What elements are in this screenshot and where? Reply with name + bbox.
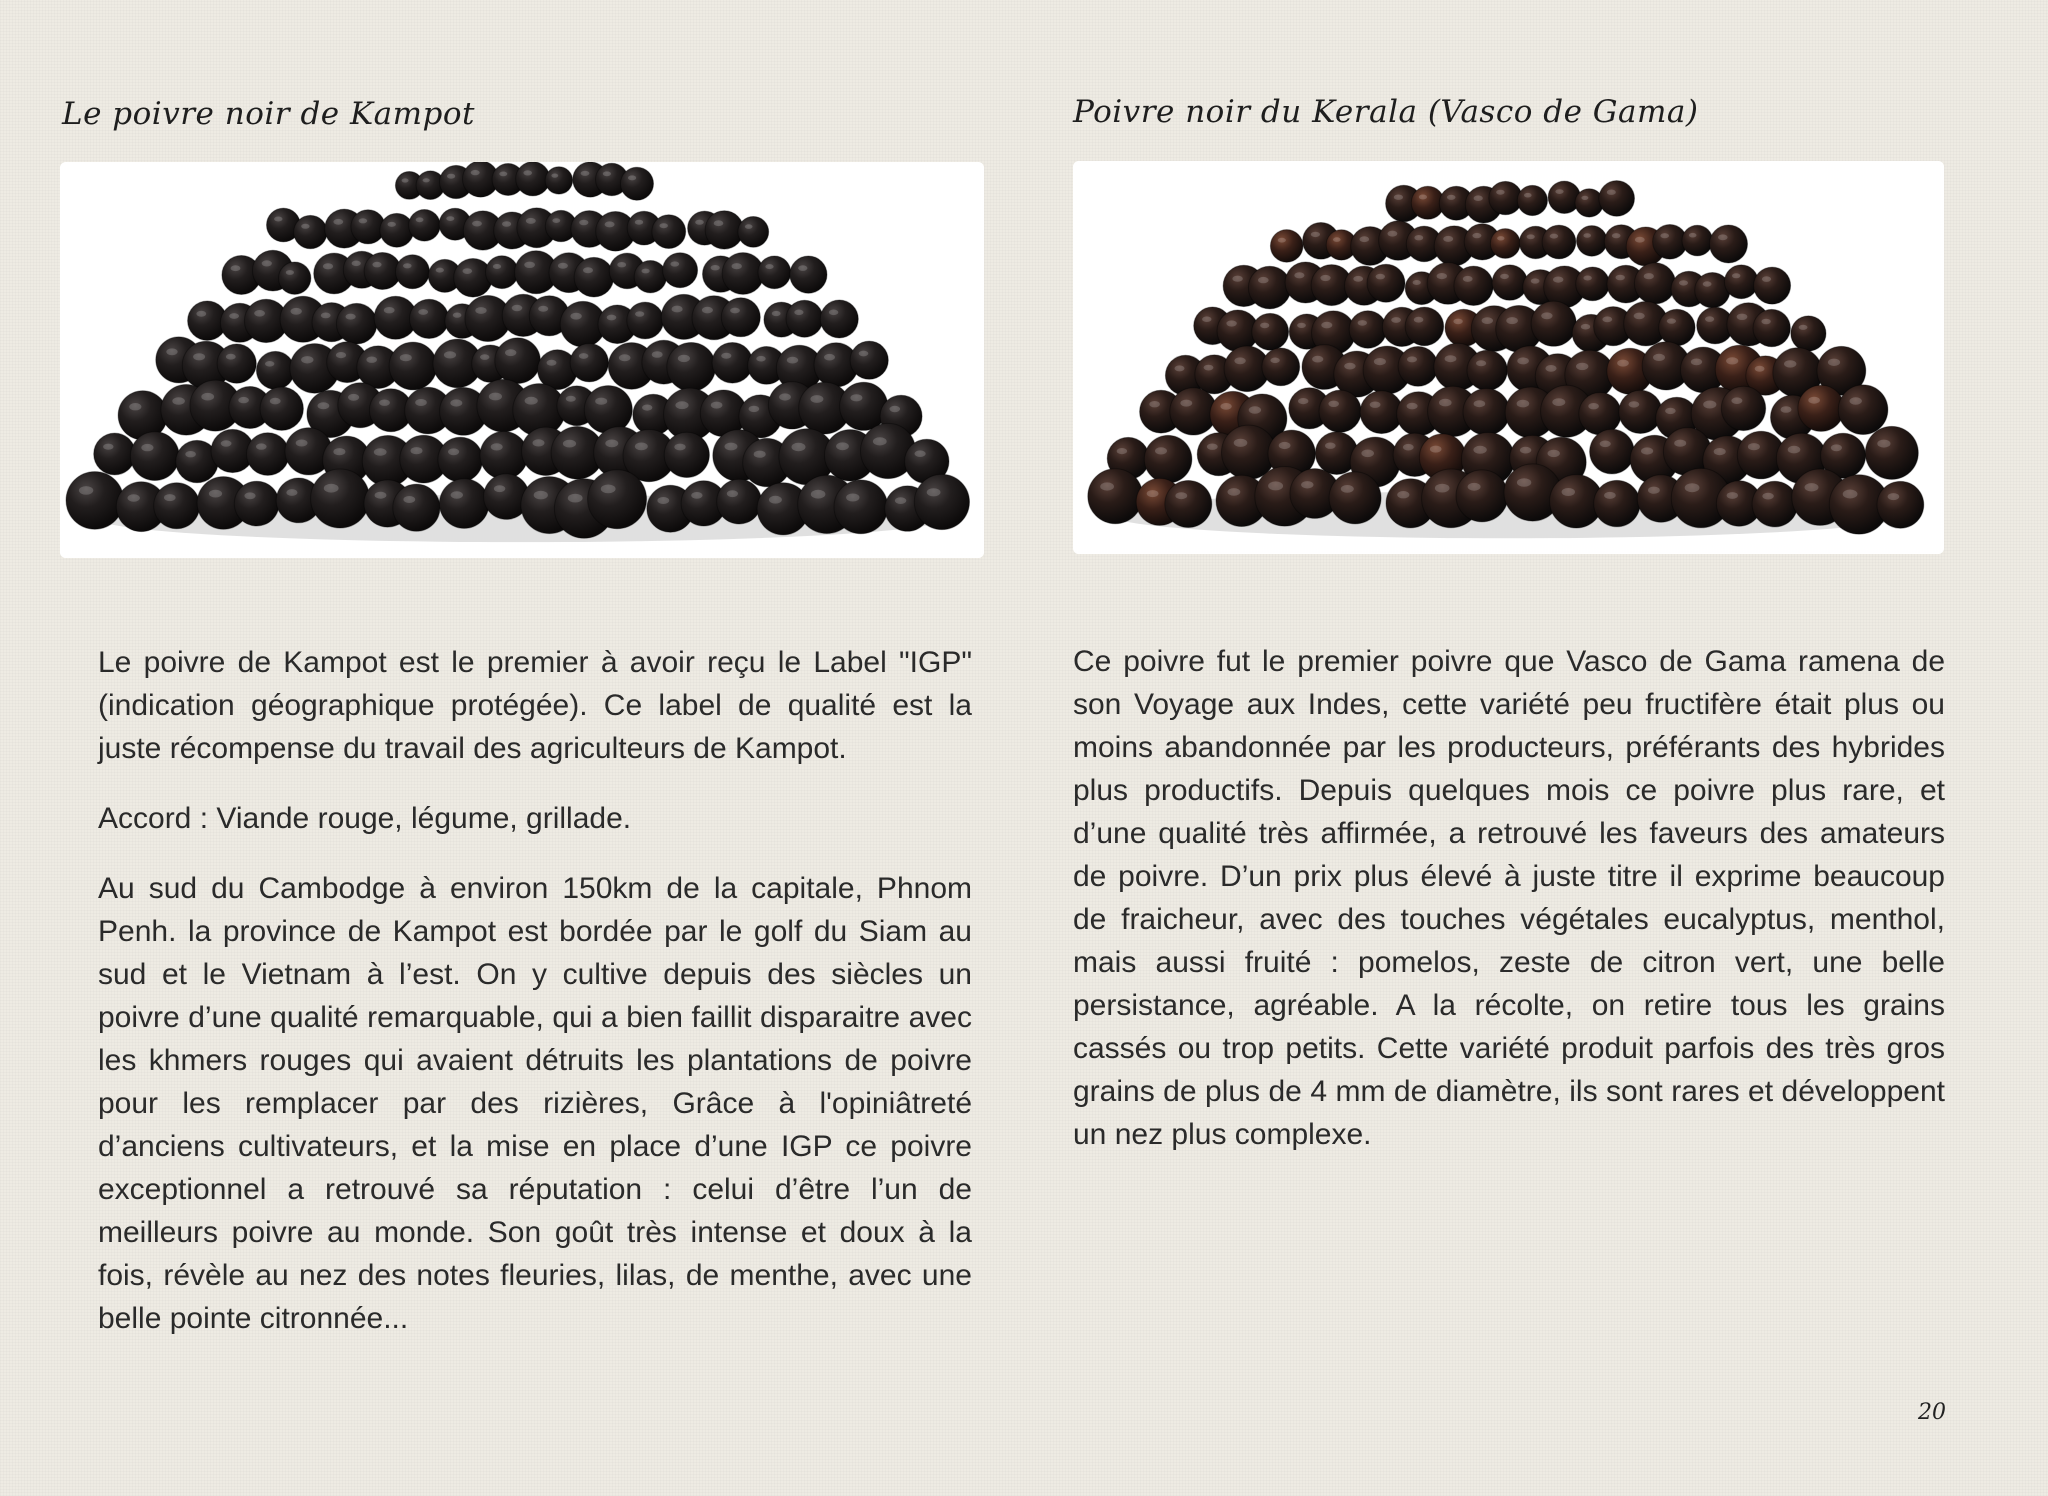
paragraph-history: Au sud du Cambodge à environ 150km de la capitale, Phnom Penh. la province de Kampot est bordée par le golf du Siam au sud et le Vietnam à l’est. On y cultive depuis des siècles un poivre d’une qualité remarquable, qui a bien faillit disparaitre avec les khmers rouges qui avaient détruits les plantations de poivre pour les remplacer par des rizières, Grâce à l'opiniâtreté d’anciens cultivateurs, et la mise en place d’une IGP ce poivre exceptionnel a retrouvé sa réputation : celui d’être l’un de meilleurs poivre au monde. Son goût très intense et doux à la fois, révèle au nez des notes fleuries, lilas, de menthe, avec une belle pointe citronnée... (98, 872, 972, 1335)
peppercorn-pile-illustration (60, 162, 984, 558)
paragraph-vasco-de-gama: Ce poivre fut le premier poivre que Vasco de Gama ramena de son Voyage aux Indes, cette variété peu fructifère était plus ou moins abandonnée par les producteurs, préférants des hybrides plus productifs. Depuis quelques mois ce poivre plus rare, et d’une qualité très affirmée, a retrouvé les faveurs des amateurs de poivre. D’un prix plus élevé à juste titre il exprime beaucoup de fraicheur, avec des touches végétales eucalyptus, menthol, mais aussi fruité : pomelos, zeste de citron vert, une belle persistance, agréable. A la récolte, on retire tous les grains cassés ou trop petits. Cette variété produit parfois des très gros grains de plus de 4 mm de diamètre, ils sont rares et développent un nez plus complexe. (1073, 645, 1945, 1151)
page-number: 20 (1918, 1400, 1946, 1425)
paragraph-accord: Accord : Viande rouge, légume, grillade. (98, 802, 632, 835)
left-column-title: Le poivre noir de Kampot (62, 96, 476, 132)
peppercorn-pile-illustration (1073, 161, 1944, 554)
kampot-pepper-photo (60, 162, 984, 558)
paragraph-label-igp: Le poivre de Kampot est le premier à avoir reçu le Label "IGP" (indication géographique protégée). Ce label de qualité est la juste récompense du travail des agriculteurs de Kampot. (98, 646, 972, 765)
kerala-pepper-photo (1073, 161, 1944, 554)
right-column-text (1073, 640, 1945, 1183)
left-column-text (98, 641, 972, 1367)
right-column-title: Poivre noir du Kerala (Vasco de Gama) (1073, 94, 1699, 130)
